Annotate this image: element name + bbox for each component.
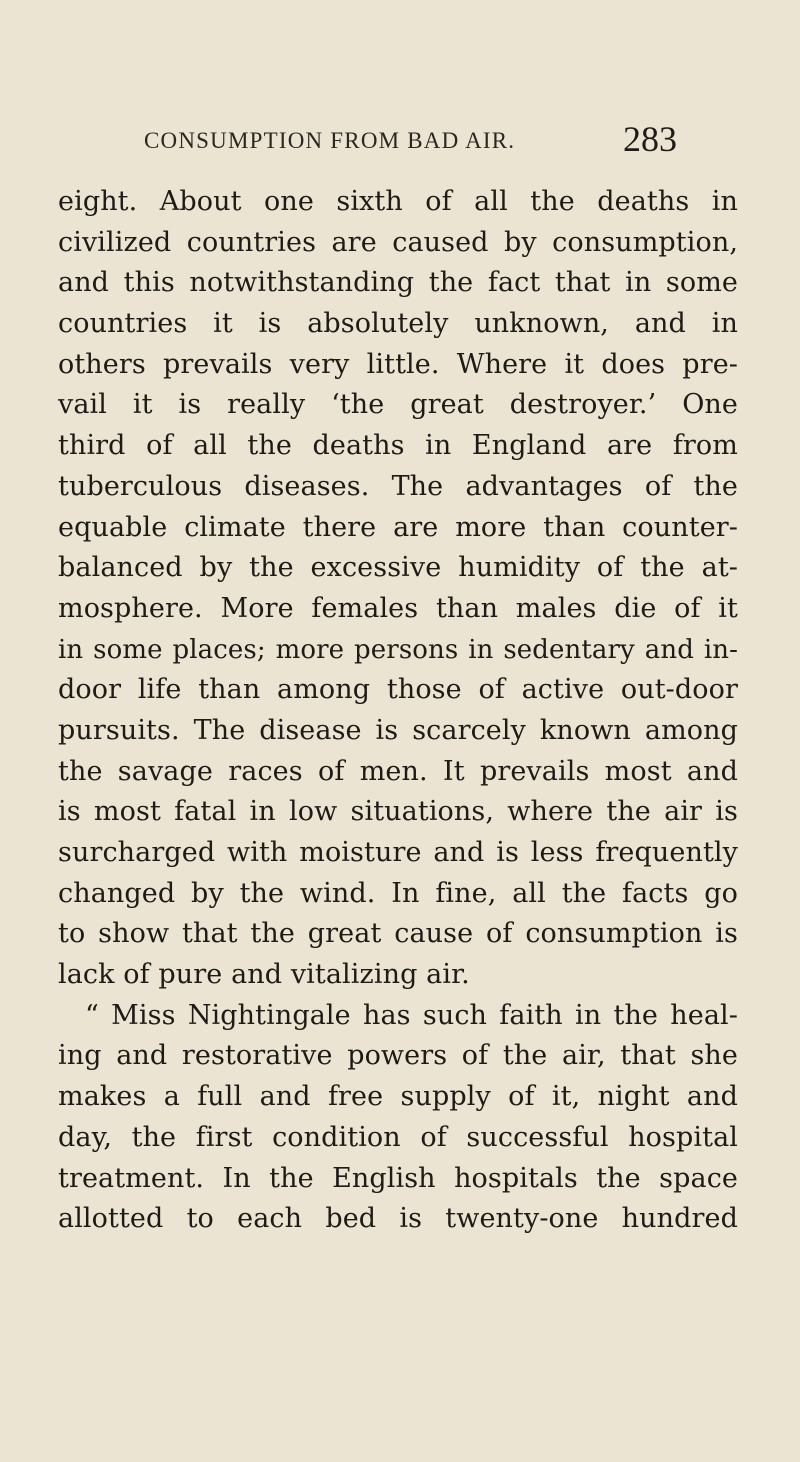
text-line: mosphere. More females than males die of it [58,592,738,624]
text-line: surcharged with moisture and is less frequently [58,837,738,868]
text-line: third of all the deaths in England are from [58,430,738,462]
text-line: others prevails very little. Where it does pre- [58,348,738,380]
text-line: makes a full and free supply of it, night and [58,1081,738,1113]
text-line: lack of pure and vitalizing air. [58,959,470,991]
page-number: 283 [623,119,677,159]
text-line: equable climate there are more than counter- [58,511,738,543]
text-line: eight. About one sixth of all the deaths in [58,186,738,217]
text-line: to show that the great cause of consumption is [58,918,738,950]
text-line: ing and restorative powers of the air, that she [58,1040,738,1072]
text-line: in some places; more persons in sedentary and in- [58,634,738,665]
text-line: treatment. In the English hospitals the space [58,1162,738,1194]
text-line: balanced by the excessive humidity of the at- [58,552,738,584]
text-line: and this notwithstanding the fact that in some [58,267,738,299]
text-line: the savage races of men. It prevails most and [58,755,738,787]
text-line: “ Miss Nightingale has such faith in the heal- [85,999,738,1031]
running-title: CONSUMPTION FROM BAD AIR. [144,128,516,153]
body-text [58,182,738,1240]
text-line: countries it is absolutely unknown, and in [58,308,738,340]
text-line: is most fatal in low situations, where the air is [58,796,738,828]
text-line: day, the first condition of successful hospital [58,1121,738,1153]
text-line: changed by the wind. In fine, all the facts go [58,877,738,909]
text-line: tuberculous diseases. The advantages of the [58,470,738,502]
text-line: allotted to each bed is twenty-one hundred [58,1203,738,1235]
text-line: civilized countries are caused by consumption, [58,226,738,258]
text-line: pursuits. The disease is scarcely known among [58,714,738,746]
text-line: vail it is really ‘the great destroyer.’ One [58,389,738,421]
text-line: door life than among those of active out-door [58,674,738,706]
